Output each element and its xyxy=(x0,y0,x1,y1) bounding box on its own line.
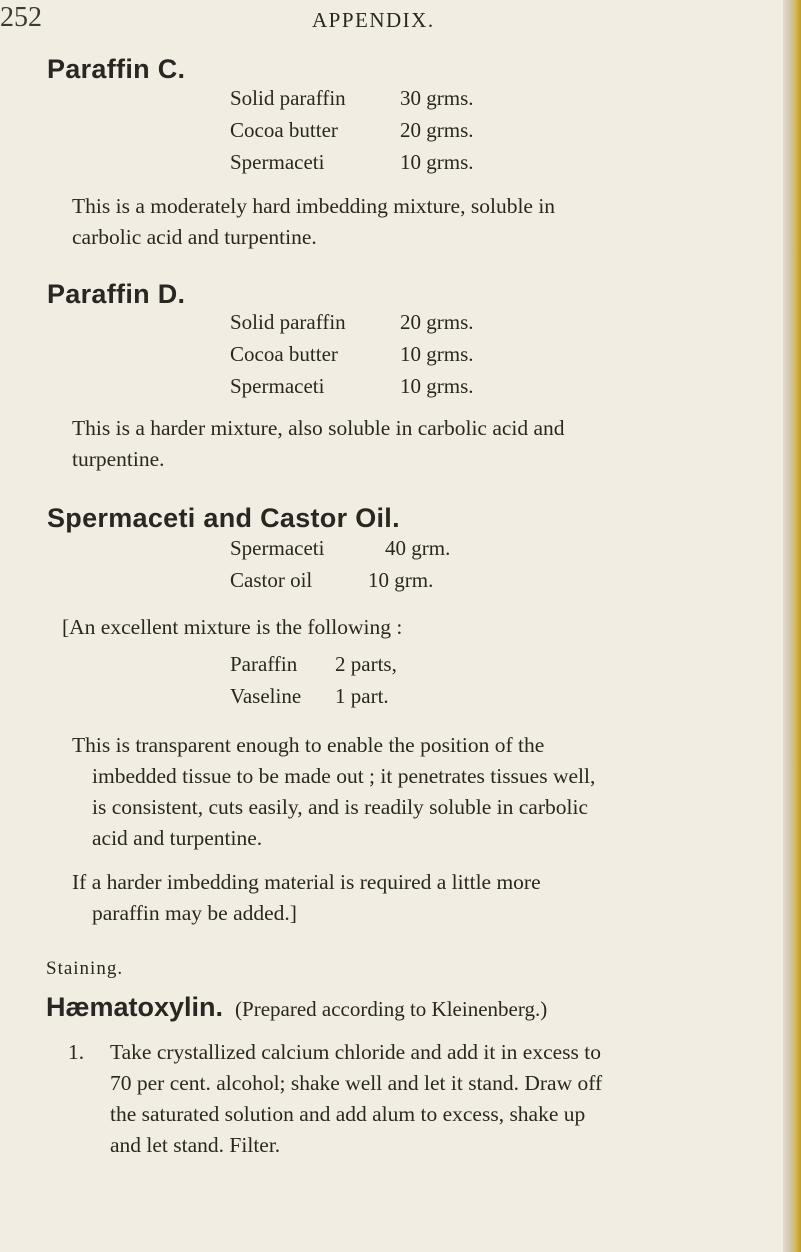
hematoxylin-note: (Prepared according to Kleinenberg.) xyxy=(235,997,548,1021)
step-line-3: the saturated solution and add alum to excess, shake up xyxy=(110,1102,586,1126)
paraffin-c-desc-line-2: carbolic acid and turpentine. xyxy=(72,225,317,249)
ingredient-qty: 10 grms. xyxy=(400,342,474,366)
mixture-desc-line-3: is consistent, cuts easily, and is readily soluble in carbolic xyxy=(92,795,588,819)
step-line-4: and let stand. Filter. xyxy=(110,1133,281,1157)
ingredient-qty: 20 grms. xyxy=(400,310,474,334)
ingredient-row: Cocoa butter xyxy=(230,342,338,366)
paraffin-d-heading: Paraffin D. xyxy=(47,279,186,309)
mixture-desc-line-2: imbedded tissue to be made out ; it penetrates tissues well, xyxy=(92,764,596,788)
ingredient-qty: 40 grm. xyxy=(385,536,451,560)
mixture-ingredients xyxy=(230,652,630,716)
step-number: 1. xyxy=(68,1040,85,1064)
ingredient-row: Spermaceti xyxy=(230,536,325,560)
ingredient-qty: 1 part. xyxy=(335,684,389,708)
ingredient-qty: 20 grms. xyxy=(400,118,474,142)
paraffin-d-desc-line-1: This is a harder mixture, also soluble in carbolic acid and xyxy=(72,416,565,440)
paraffin-d-desc-line-2: turpentine. xyxy=(72,447,165,471)
ingredient-row: Paraffin xyxy=(230,652,298,676)
hematoxylin-title-row xyxy=(46,992,547,1023)
page-edge-shadow xyxy=(783,0,801,1252)
page-number: 252 xyxy=(0,2,42,33)
ingredient-row: Spermaceti xyxy=(230,374,325,398)
ingredient-row: Spermaceti xyxy=(230,150,325,174)
spermaceti-castor-ingredients xyxy=(230,536,630,600)
ingredient-qty: 10 grms. xyxy=(400,374,474,398)
step-line-1: Take crystallized calcium chloride and add it in excess to xyxy=(110,1040,602,1064)
mixture-note-line-1: If a harder imbedding material is required a little more xyxy=(72,870,541,894)
ingredient-qty: 30 grms. xyxy=(400,86,474,110)
ingredient-row: Castor oil xyxy=(230,568,313,592)
ingredient-row: Cocoa butter xyxy=(230,118,338,142)
ingredient-row: Solid paraffin xyxy=(230,86,346,110)
mixture-intro: [An excellent mixture is the following : xyxy=(62,615,403,639)
ingredient-row: Solid paraffin xyxy=(230,310,346,334)
ingredient-row: Vaseline xyxy=(230,684,302,708)
mixture-desc-line-1: This is transparent enough to enable the position of the xyxy=(72,733,545,757)
paraffin-c-desc-line-1: This is a moderately hard imbedding mixture, soluble in xyxy=(72,194,556,218)
paraffin-d-ingredients xyxy=(230,310,630,406)
step-line-2: 70 per cent. alcohol; shake well and let it stand. Draw off xyxy=(110,1071,603,1095)
staining-heading: Staining. xyxy=(46,958,124,979)
mixture-note-line-2: paraffin may be added.] xyxy=(92,901,297,925)
mixture-desc-line-4: acid and turpentine. xyxy=(92,826,263,850)
ingredient-qty: 10 grm. xyxy=(368,568,434,592)
ingredient-qty: 2 parts, xyxy=(335,652,397,676)
running-head: APPENDIX. xyxy=(312,8,435,32)
paraffin-c-ingredients xyxy=(230,86,630,182)
ingredient-qty: 10 grms. xyxy=(400,150,474,174)
spermaceti-castor-heading: Spermaceti and Castor Oil. xyxy=(47,503,400,533)
hematoxylin-title: Hæmatoxylin. xyxy=(46,992,224,1022)
paraffin-c-heading: Paraffin C. xyxy=(47,54,186,84)
